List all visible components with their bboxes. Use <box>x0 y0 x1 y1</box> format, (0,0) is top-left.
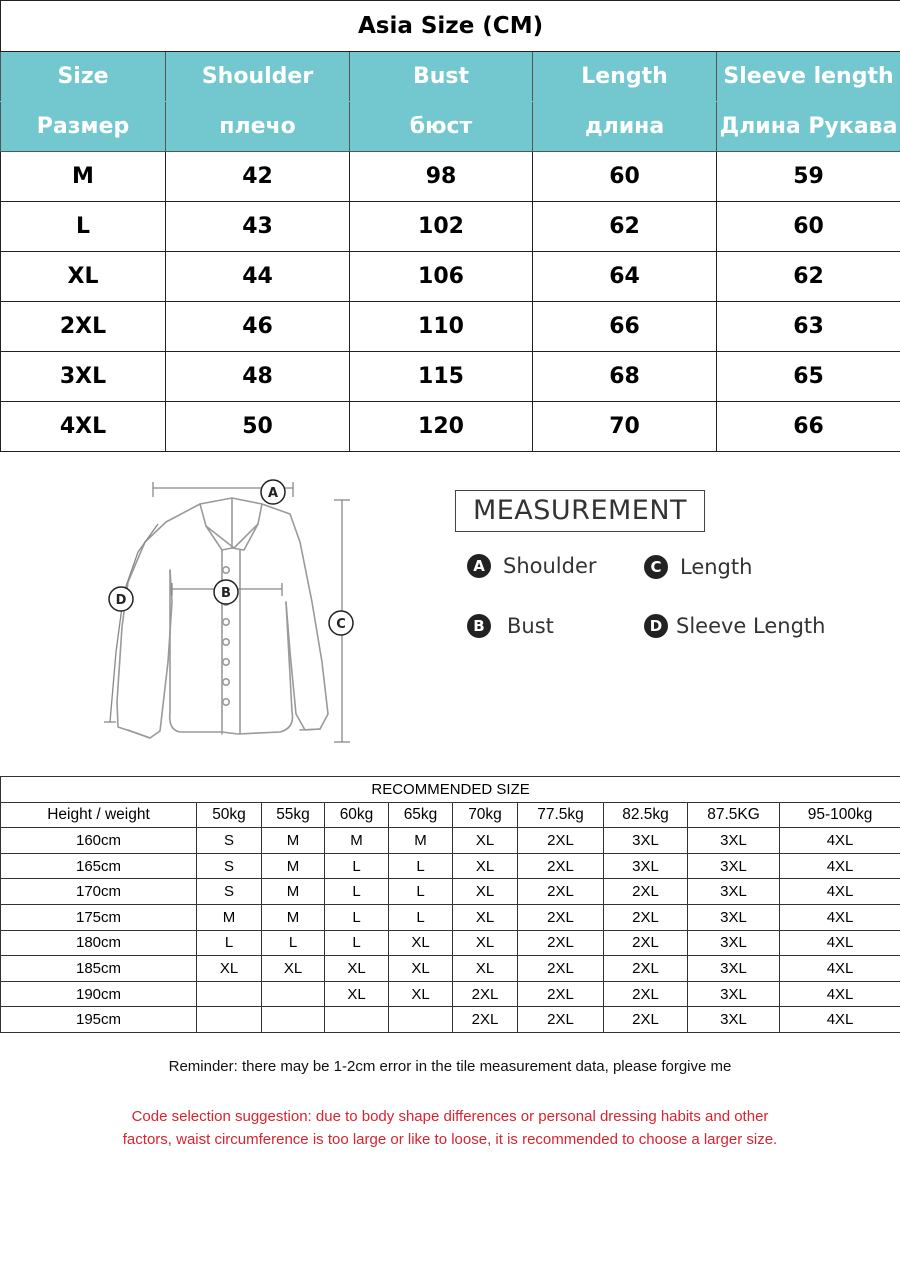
recommended-row <box>1 904 900 930</box>
measurement-legend <box>455 490 875 650</box>
recommended-size-cell: 2XL <box>518 981 604 1007</box>
rec-header: 82.5kg <box>604 802 688 828</box>
rec-header: 70kg <box>453 802 518 828</box>
bust-cell: 110 <box>350 302 533 352</box>
header-bust-ru: бюст <box>350 102 533 152</box>
recommended-size-cell: XL <box>453 879 518 905</box>
recommended-size-cell: S <box>197 828 262 854</box>
recommended-size-cell: L <box>325 879 389 905</box>
recommended-size-cell: 2XL <box>604 1007 688 1033</box>
recommended-size-cell: 4XL <box>780 904 900 930</box>
recommended-size-cell: 3XL <box>688 1007 780 1033</box>
shoulder-cell: 50 <box>166 402 350 452</box>
size-row <box>1 252 900 302</box>
recommended-size-cell: 2XL <box>453 981 518 1007</box>
size-row <box>1 152 900 202</box>
recommended-size-cell: 4XL <box>780 930 900 956</box>
legend-label: Shoulder <box>503 554 597 578</box>
recommended-size-cell: L <box>389 879 453 905</box>
bust-cell: 115 <box>350 352 533 402</box>
length-cell: 66 <box>533 302 717 352</box>
header-bust: Bust <box>350 52 533 102</box>
recommended-row <box>1 956 900 982</box>
bust-cell: 106 <box>350 252 533 302</box>
header-length-ru: длина <box>533 102 717 152</box>
legend-item-bust <box>467 614 554 638</box>
rec-header: 65kg <box>389 802 453 828</box>
recommended-row <box>1 853 900 879</box>
rec-header: 50kg <box>197 802 262 828</box>
recommended-size-cell: L <box>325 930 389 956</box>
header-shoulder: Shoulder <box>166 52 350 102</box>
length-cell: 60 <box>533 152 717 202</box>
recommended-size-cell: L <box>197 930 262 956</box>
shoulder-cell: 42 <box>166 152 350 202</box>
recommended-size-cell: L <box>325 853 389 879</box>
size-row <box>1 202 900 252</box>
recommended-size-cell: 3XL <box>604 853 688 879</box>
recommended-size-cell: 3XL <box>688 828 780 854</box>
recommended-row <box>1 879 900 905</box>
recommended-size-cell: L <box>262 930 325 956</box>
recommended-size-cell: 3XL <box>688 904 780 930</box>
recommended-size-cell: 4XL <box>780 1007 900 1033</box>
length-cell: 62 <box>533 202 717 252</box>
height-cell: 160cm <box>1 828 197 854</box>
recommended-size-cell: M <box>262 853 325 879</box>
recommended-size-cell: L <box>389 904 453 930</box>
rec-header: 55kg <box>262 802 325 828</box>
recommended-size-cell: XL <box>325 981 389 1007</box>
sleeve-cell: 60 <box>717 202 900 252</box>
recommended-size-cell: XL <box>325 956 389 982</box>
recommended-size-cell: 2XL <box>518 1007 604 1033</box>
height-cell: 165cm <box>1 853 197 879</box>
recommended-size-cell: M <box>262 879 325 905</box>
diagram-marker-b: B <box>221 586 231 601</box>
recommended-size-cell: 4XL <box>780 956 900 982</box>
measurement-title: MEASUREMENT <box>455 490 705 532</box>
letter-d-icon: D <box>644 614 668 638</box>
size-cell: XL <box>1 252 166 302</box>
recommended-size-cell: M <box>389 828 453 854</box>
size-chart-title: Asia Size (CM) <box>1 1 900 52</box>
recommended-size-cell <box>325 1007 389 1033</box>
reminder-note: Reminder: there may be 1-2cm error in the tile measurement data, please forgive me <box>168 1058 732 1075</box>
recommended-size-cell: 3XL <box>688 956 780 982</box>
recommended-size-cell: XL <box>453 930 518 956</box>
recommended-size-cell: XL <box>389 981 453 1007</box>
letter-a-icon: A <box>467 554 491 578</box>
length-cell: 64 <box>533 252 717 302</box>
legend-label: Bust <box>507 614 554 638</box>
size-row <box>1 352 900 402</box>
legend-item-length <box>644 555 752 579</box>
recommended-size-cell: M <box>262 904 325 930</box>
suggestion-line: Code selection suggestion: due to body shape differences or personal dressing habits and other <box>131 1108 769 1125</box>
sleeve-cell: 65 <box>717 352 900 402</box>
recommended-row <box>1 930 900 956</box>
recommended-size-cell: 2XL <box>604 904 688 930</box>
height-cell: 190cm <box>1 981 197 1007</box>
shoulder-cell: 48 <box>166 352 350 402</box>
recommended-size-cell: XL <box>453 853 518 879</box>
height-cell: 170cm <box>1 879 197 905</box>
shoulder-cell: 46 <box>166 302 350 352</box>
recommended-size-cell: XL <box>453 828 518 854</box>
size-cell: 4XL <box>1 402 166 452</box>
recommended-size-cell: 4XL <box>780 981 900 1007</box>
diagram-marker-c: C <box>336 617 346 632</box>
suggestion-line: factors, waist circumference is too large or like to loose, it is recommended to choose a larger size. <box>122 1131 778 1148</box>
length-cell: 68 <box>533 352 717 402</box>
recommended-size-cell <box>389 1007 453 1033</box>
size-cell: 2XL <box>1 302 166 352</box>
recommended-size-cell: M <box>197 904 262 930</box>
recommended-size-cell: 3XL <box>688 853 780 879</box>
length-cell: 70 <box>533 402 717 452</box>
recommended-size-cell: 4XL <box>780 879 900 905</box>
recommended-size-cell <box>262 981 325 1007</box>
recommended-size-cell: 2XL <box>604 879 688 905</box>
recommended-size-cell: S <box>197 879 262 905</box>
header-size: Size <box>1 52 166 102</box>
recommended-size-cell <box>197 981 262 1007</box>
letter-b-icon: B <box>467 614 491 638</box>
recommended-size-cell: 2XL <box>518 930 604 956</box>
recommended-size-cell: 2XL <box>604 981 688 1007</box>
rec-header: 95-100kg <box>780 802 900 828</box>
height-cell: 180cm <box>1 930 197 956</box>
header-shoulder-ru: плечо <box>166 102 350 152</box>
recommended-row <box>1 828 900 854</box>
recommended-size-cell <box>197 1007 262 1033</box>
bust-cell: 98 <box>350 152 533 202</box>
legend-label: Sleeve Length <box>676 614 826 638</box>
recommended-size-cell: M <box>262 828 325 854</box>
letter-c-icon: C <box>644 555 668 579</box>
header-sleeve-length: Sleeve length <box>717 52 900 102</box>
recommended-size-cell: 2XL <box>518 879 604 905</box>
size-cell: 3XL <box>1 352 166 402</box>
recommended-size-cell: 2XL <box>453 1007 518 1033</box>
rec-header: 60kg <box>325 802 389 828</box>
recommended-row <box>1 981 900 1007</box>
bust-cell: 120 <box>350 402 533 452</box>
recommended-size-cell: 2XL <box>518 853 604 879</box>
diagram-marker-a: A <box>267 486 279 501</box>
header-sleeve-length-ru: Длина Рукава <box>717 102 900 152</box>
recommended-size-cell: 2XL <box>518 956 604 982</box>
sleeve-cell: 62 <box>717 252 900 302</box>
recommended-size-cell: 4XL <box>780 853 900 879</box>
recommended-size-cell: L <box>325 904 389 930</box>
legend-item-sleeve-length <box>644 614 825 638</box>
recommended-size-cell: L <box>389 853 453 879</box>
rec-header: 87.5KG <box>688 802 780 828</box>
height-cell: 185cm <box>1 956 197 982</box>
header-size-ru: Размер <box>1 102 166 152</box>
recommended-size-cell: XL <box>453 904 518 930</box>
size-cell: M <box>1 152 166 202</box>
legend-label: Length <box>680 555 753 579</box>
size-chart-table <box>0 0 900 452</box>
size-cell: L <box>1 202 166 252</box>
recommended-size-cell: XL <box>262 956 325 982</box>
recommended-size-cell: 4XL <box>780 828 900 854</box>
recommended-size-cell: 3XL <box>688 930 780 956</box>
recommended-size-cell: XL <box>389 930 453 956</box>
recommended-size-cell: 2XL <box>604 956 688 982</box>
recommended-size-cell: XL <box>197 956 262 982</box>
size-suggestion-note <box>0 1105 900 1151</box>
diagram-marker-d: D <box>115 593 127 608</box>
size-row <box>1 402 900 452</box>
rec-header: Height / weight <box>1 802 197 828</box>
recommended-size-cell: XL <box>389 956 453 982</box>
recommended-title: RECOMMENDED SIZE <box>1 777 900 803</box>
size-row <box>1 302 900 352</box>
recommended-size-cell: 3XL <box>688 981 780 1007</box>
shoulder-cell: 43 <box>166 202 350 252</box>
recommended-size-cell: 2XL <box>518 904 604 930</box>
bust-cell: 102 <box>350 202 533 252</box>
recommended-size-cell: S <box>197 853 262 879</box>
shoulder-cell: 44 <box>166 252 350 302</box>
recommended-size-cell <box>262 1007 325 1033</box>
recommended-size-cell: M <box>325 828 389 854</box>
recommended-size-cell: 2XL <box>604 930 688 956</box>
recommended-row <box>1 1007 900 1033</box>
recommended-size-cell: 2XL <box>518 828 604 854</box>
sleeve-cell: 59 <box>717 152 900 202</box>
shirt-illustration <box>0 452 440 774</box>
recommended-size-cell: XL <box>453 956 518 982</box>
recommended-size-cell: 3XL <box>604 828 688 854</box>
height-cell: 175cm <box>1 904 197 930</box>
rec-header: 77.5kg <box>518 802 604 828</box>
sleeve-cell: 66 <box>717 402 900 452</box>
recommended-size-table <box>0 776 900 1033</box>
height-cell: 195cm <box>1 1007 197 1033</box>
header-length: Length <box>533 52 717 102</box>
legend-item-shoulder <box>467 554 597 578</box>
sleeve-cell: 63 <box>717 302 900 352</box>
recommended-size-cell: 3XL <box>688 879 780 905</box>
